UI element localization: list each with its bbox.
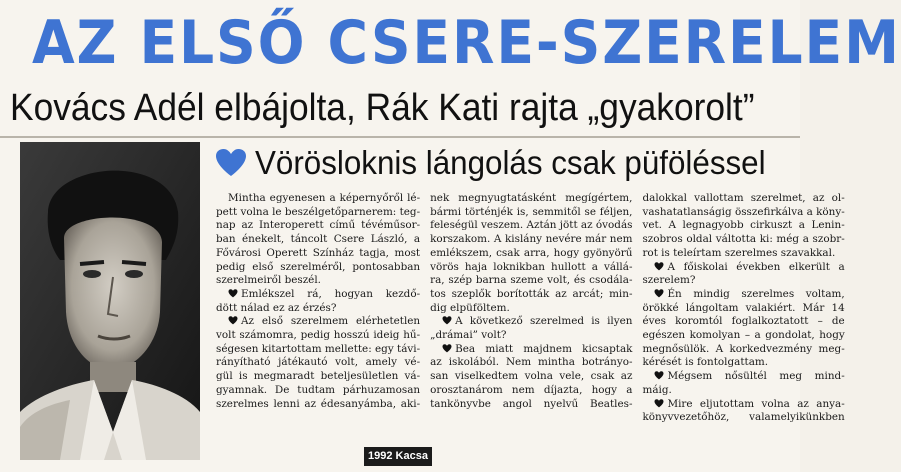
- answer-line: [642, 398, 844, 412]
- answer-heart-icon: [228, 316, 238, 325]
- line-text: máig.: [642, 383, 672, 396]
- question-line: [430, 315, 632, 329]
- line-text: san viselkedtem volna vele, csak az: [430, 370, 633, 383]
- portrait-photo: [20, 142, 200, 460]
- line-text: orosztanárom nem díjazta, hogy a: [430, 383, 633, 396]
- line-text: tankönyvbe angol nyelvű Beatles-: [430, 397, 633, 410]
- text-line: [642, 343, 844, 357]
- line-text: A főiskolai években elkerült a: [667, 260, 845, 273]
- line-text: rot is teleírtam szerelmes szavakkal.: [642, 246, 836, 259]
- line-text: pedig első szerelméről, pontosabban: [216, 260, 421, 273]
- answer-line: [642, 288, 844, 302]
- text-line: [216, 329, 420, 343]
- article-column-2: [430, 192, 632, 450]
- line-text: korszakom. A kislány nevére már nem: [430, 233, 633, 246]
- subheadline: Kovács Adél elbájolta, Rák Kati rajta „gyakorolt”: [10, 87, 755, 129]
- line-text: volt számomra, pedig hosszú ideig hű-: [216, 329, 421, 342]
- line-text: Fővárosi Operett Színház tagja, most: [216, 246, 421, 259]
- line-text: dig elpüföltem.: [430, 301, 510, 314]
- line-text: feleségül veszem. Aztán jött az óvodás: [430, 219, 633, 232]
- line-text: Én mindig szerelmes voltam,: [667, 287, 845, 300]
- heart-icon: [215, 148, 247, 178]
- text-line: [216, 370, 420, 384]
- text-line: [216, 233, 420, 247]
- line-text: ra, szép barna szeme volt, és csodála-: [430, 274, 633, 287]
- text-line: [216, 302, 420, 316]
- text-line: [430, 329, 632, 343]
- question-heart-icon: [228, 289, 238, 298]
- question-heart-icon: [654, 371, 664, 380]
- text-line: [430, 370, 632, 384]
- text-line: [216, 247, 420, 261]
- line-text: pett volna le beszélgetőparnerem: teg-: [216, 205, 421, 218]
- text-line: [642, 192, 844, 206]
- text-line: [642, 302, 844, 316]
- text-line: [430, 192, 632, 206]
- portrait-image: [20, 142, 200, 460]
- question-line: [216, 288, 420, 302]
- text-line: [430, 288, 632, 302]
- text-line: [216, 343, 420, 357]
- line-text: az iskolából. Nem mintha botrányo-: [430, 356, 633, 369]
- text-line: [216, 356, 420, 370]
- text-line: [642, 384, 844, 398]
- text-line: [216, 206, 420, 220]
- article-columns: [216, 192, 845, 450]
- text-line: [216, 274, 420, 288]
- line-text: szobros oldal váltotta ki: még a szobr-: [642, 233, 845, 246]
- text-line: [430, 302, 632, 316]
- line-text: dött nálad ez az érzés?: [216, 301, 337, 314]
- answer-line: [216, 315, 420, 329]
- line-text: vörös haja loknikban hullott a vállá-: [430, 260, 633, 273]
- line-text: Az első szerelmem elérhetetlen: [241, 315, 421, 328]
- line-text: gül is megmaradt beteljesületlen vá-: [216, 370, 421, 383]
- text-line: [642, 329, 844, 343]
- text-line: [430, 206, 632, 220]
- question-line: [642, 261, 844, 275]
- line-text: könyvvezetőhöz, valamelyikünkben: [642, 411, 845, 424]
- divider: [0, 136, 800, 138]
- line-text: bármi történjék is, semmitől se féljen,: [430, 205, 633, 218]
- text-line: [216, 384, 420, 398]
- text-line: [642, 315, 844, 329]
- article-column-1: [216, 192, 420, 450]
- line-text: „drámai” volt?: [430, 329, 507, 342]
- headline: AZ ELSŐ CSERE-SZERELEM: [32, 8, 901, 78]
- line-text: Mintha egyenesen a képernyőről lé-: [228, 192, 421, 204]
- line-text: tos szeplők borították az arcát; min-: [430, 287, 633, 300]
- line-text: megnősülök. A korkedvezmény meg-: [642, 342, 845, 355]
- text-line: [642, 247, 844, 261]
- text-line: [430, 384, 632, 398]
- line-text: egészen komolyan – a gondolat, hogy: [642, 329, 845, 342]
- line-text: ban énekelt, táncolt Csere László, a: [216, 233, 421, 246]
- text-line: [216, 261, 420, 275]
- text-line: [216, 398, 420, 412]
- source-caption: 1992 Kacsa: [364, 447, 432, 466]
- text-line: [430, 233, 632, 247]
- answer-line: [430, 343, 632, 357]
- text-line: [642, 233, 844, 247]
- line-text: Bea miatt majdnem kicsaptak: [455, 342, 633, 355]
- line-text: rányítható játékautó volt, amely vé-: [216, 356, 421, 369]
- line-text: vashatatlanságig összefirkálva a köny-: [642, 205, 845, 218]
- text-line: [430, 247, 632, 261]
- text-line: [642, 356, 844, 370]
- text-line: [216, 192, 420, 206]
- section-title: [215, 142, 795, 184]
- line-text: Mégsem nősültél meg mind-: [667, 370, 845, 383]
- section-title-text: Vörösloknis lángolás csak püföléssel: [255, 144, 766, 181]
- answer-heart-icon: [654, 289, 664, 298]
- line-text: emlékszem, csak arra, hogy gyönyörű: [430, 246, 633, 259]
- line-text: vet. A legnagyobb cirkuszt a Lenin-: [642, 219, 845, 232]
- line-text: Mire eljutottam volna az anya-: [667, 397, 845, 410]
- question-heart-icon: [654, 262, 664, 271]
- text-line: [430, 356, 632, 370]
- line-text: kérését is fontolgattam.: [642, 356, 769, 369]
- line-text: gyamnak. De tudtam párhuzamosan: [216, 383, 421, 396]
- answer-heart-icon: [654, 399, 664, 408]
- question-line: [642, 370, 844, 384]
- text-line: [430, 219, 632, 233]
- text-line: [430, 261, 632, 275]
- line-text: Emlékszel rá, hogyan kezdő-: [241, 287, 421, 300]
- text-line: [430, 274, 632, 288]
- text-line: [216, 219, 420, 233]
- line-text: szerelmes lenni az édesanyámba, aki-: [216, 397, 421, 410]
- line-text: örökké lángoltam valakiért. Már 14: [642, 301, 845, 314]
- article-column-3: [642, 192, 844, 450]
- line-text: szerelem?: [642, 274, 696, 287]
- line-text: nap az Interoperett című tévéműsor-: [216, 219, 421, 232]
- question-heart-icon: [442, 316, 452, 325]
- text-line: [642, 411, 844, 425]
- line-text: nek megnyugtatásként megígértem,: [430, 192, 633, 204]
- text-line: [642, 206, 844, 220]
- text-line: [642, 219, 844, 233]
- line-text: ségesen kitartottam mellette: egy távi-: [216, 342, 421, 355]
- line-text: éves koromtól foglalkoztatott – de: [642, 315, 845, 328]
- line-text: A következő szerelmed is ilyen: [455, 315, 633, 328]
- text-line: [430, 398, 632, 412]
- text-line: [642, 274, 844, 288]
- line-text: dalokkal vallottam szerelmet, az ol-: [642, 192, 845, 204]
- answer-heart-icon: [442, 344, 452, 353]
- line-text: szerelmeiről beszél.: [216, 274, 321, 287]
